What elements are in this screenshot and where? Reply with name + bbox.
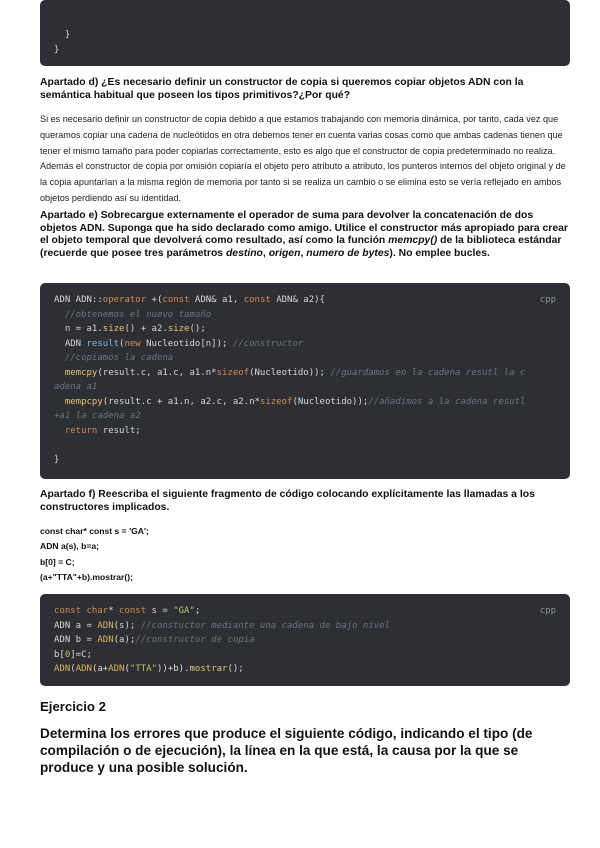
- code-line: memcpy(result.c, a1.c, a1.n*sizeof(Nucleotido)); //guardamos en la cadena resutl la c: [64, 367, 526, 378]
- ejercicio-2-body: Determina los errores que produce el siguiente código, indicando el tipo (de compilación o de ejecución), la línea en la que está, la causa por la que se produce y una posible solución.: [40, 726, 533, 775]
- code-line: ADN ADN::operator +(const ADN& a1, const ADN& a2){: [54, 295, 325, 305]
- heading-text: Apartado e) Sobrecargue externamente el operador de suma para devolver la concatenación de dos objetos ADN. Suponga que ha sido declarado como amigo. Utilice el constructor más apropiado para crear el objeto temporal que devolverá como resultado, así como la función: [40, 210, 568, 246]
- snippet-line: b[0] = C;: [40, 556, 75, 567]
- apartado-f-snippet: [40, 524, 570, 586]
- code-line: ADN a = ADN(s); //constuctor mediante una cadena de bajo nivel: [54, 620, 390, 631]
- code-line: adena a1: [54, 382, 98, 392]
- code-line: //obtenemos el nuevo tamaño: [54, 309, 212, 320]
- ejercicio-2-title: Ejercicio 2: [40, 699, 106, 714]
- snippet-line: (a+"TTA"+b).mostrar();: [40, 572, 133, 583]
- code-line: }: [54, 44, 60, 55]
- snippet-line: ADN a(s), b=a;: [40, 541, 99, 552]
- param-numero: numero de bytes: [306, 247, 390, 259]
- code-line: ADN b = ADN(a);//constructor de copia: [54, 635, 255, 645]
- code-line: +a1 la cadena a2: [54, 411, 141, 421]
- snippet-line: const char* const s = 'GA';: [40, 526, 149, 536]
- heading-text: ,: [300, 247, 307, 259]
- heading-text: ). No emplee bucles.: [389, 247, 490, 259]
- code-language-label: cpp: [539, 606, 556, 616]
- apartado-d-answer: Si es necesario definir un constructor de copia debido a que estamos trabajando con memoria dinámica, por tanto, cada vez que queramos copiar una cadena de nucleótidos en otra debemos tener en cuenta varias cosas como que ambas cadenas tienen que tener el mismo tamaño para poder copiarlas correctamente, esto es algo que el constructor de copia predeterminado no realiza. Además el constructor de copia por omisión copiaría el objeto pero atributo a atributo, los punteros internos del objeto original y de la copia apuntarían a la misma región de memoria por tanto si se realiza un cambio o se elimina esto se vería reflejado en ambos objetos perdiendo así su identidad.: [40, 114, 566, 203]
- heading-text: de la biblioteca estándar (recuerde que posee tres parámetros: [40, 235, 562, 259]
- code-language-label: cpp: [539, 295, 556, 305]
- code-line: return result;: [64, 425, 141, 436]
- param-destino: destino: [225, 247, 263, 259]
- code-line: [54, 438, 556, 453]
- code-block-top: [40, 0, 570, 66]
- param-origen: origen: [268, 247, 301, 259]
- code-block-constructors: [40, 594, 570, 686]
- code-line: n = a1.size() + a2.size();: [54, 324, 206, 334]
- code-line: //copiamos la cadena: [54, 353, 174, 363]
- code-line: ADN result(new Nucleotido[n]); //constructor: [54, 338, 304, 349]
- apartado-e-heading: [40, 210, 570, 260]
- apartado-f-heading: Apartado f) Reescriba el siguiente fragmento de código colocando explícitamente las llamadas a los constructores implicados.: [40, 489, 535, 513]
- code-block-operator-plus: [40, 283, 570, 479]
- code-line: b[0]=C;: [54, 649, 92, 660]
- code-line: const char* const s = "GA";: [54, 606, 201, 616]
- memcpy-ref: memcpy(): [388, 235, 438, 246]
- code-line: }: [54, 454, 60, 465]
- code-line: mempcpy(result.c + a1.n, a2.c, a2.n*sizeof(Nucleotido));//añadimos a la cadena resutl: [64, 396, 526, 407]
- code-line: }: [54, 30, 71, 40]
- code-line: ADN(ADN(a+ADN("TTA"))+b).mostrar();: [54, 664, 244, 674]
- heading-text: ,: [262, 247, 269, 259]
- apartado-d-heading: Apartado d) ¿Es necesario definir un constructor de copia si queremos copiar objetos ADN con la semántica habitual que poseen los tipos primitivos?¿Por qué?: [40, 77, 524, 101]
